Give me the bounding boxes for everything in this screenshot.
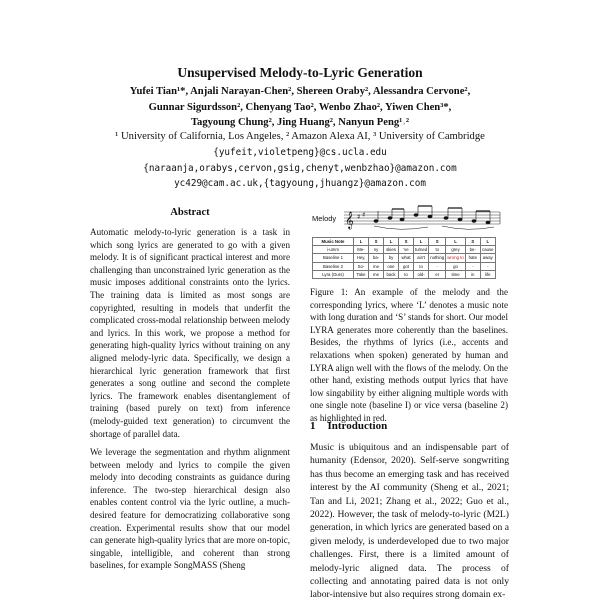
music-staff-drawing [310,202,506,236]
note [388,217,392,220]
table-cell: me [369,262,384,270]
abstract-paragraph: Automatic melody-to-lyric generation is a task in which song lyrics are generated to go with a given melody. It is of significant practical interest and more challenging than unconstrained lyric generation as the music imposes additional constraints onto the lyrics. The training data is limited as most songs are copyrighted, resulting in models that underfit the complicated cross-modal relationship between melody and lyrics. In this work, we propose a method for generating high-quality lyrics without training on any aligned melody-lyric data. Specifically, we design a hierarchical lyric generation framework that first generates a song outline and second the complete lyrics. The framework enables disentanglement of training (based purely on text) from inference (melody-guided text generation) to circumvent the shortage of parallel data. [90,227,290,439]
table-cell: skies [384,246,399,254]
note [444,217,448,220]
figure-1 [310,200,506,280]
table-cell: old- [414,270,429,278]
table-cell: to [399,270,414,278]
table-cell: Baseline 1 [313,254,354,262]
section-title: Introduction [327,420,388,432]
staff-lines [344,212,500,224]
table-cell: L [480,238,495,246]
melody-staff [310,202,506,236]
abstract-paragraph: We leverage the segmentation and rhythm alignment between melody and lyrics to compile the given melody into decoding constraints as guidance during inference. The two-step hierarchical design also enables content control via the lyric outline, a much-desired feature for democratizing collaborative song creation. Experimental results show that our model can generate high-quality lyrics that are more on-topic, singable, intelligible, and coherent than strong baselines, for example SongMASS (Sheng [90,447,290,571]
table-cell: one [384,262,399,270]
note [486,221,490,224]
table-cell: away [480,254,495,262]
table-cell: me [369,270,384,278]
table-cell: S [429,238,446,246]
table-cell: got [399,262,414,270]
table-cell: life [480,270,495,278]
table-cell: - [465,262,480,270]
email-list [40,145,560,192]
table-cell: - [480,262,495,270]
table-cell: nothing [430,255,445,261]
table-cell: grey [446,246,465,254]
table-cell: 've [399,246,414,254]
introduction-paragraph: Music is ubiquitous and an indispensable part of humanity (Edensor, 2020). Self-serve songwriting has thus become an emerging task and has received interest by the AI community (Sheng et al., 2021; Tan and Li, 2021; Zhang et al., 2022; Guo et al., 2022). However, the task of melody-to-lyric (M2L) generation, in which lyrics are generated based on a given melody, is underdeveloped due to two major challenges. First, there is a limited amount of melody-lyric aligned data. The process of collecting and annotating paired data is not only labor-intensive but also requires strong domain ex- [310,442,509,601]
table-cell: Me- [354,246,369,254]
figure-caption: Figure 1: An example of the melody and the corresponding lyrics, where ‘L’ denotes a music note with long duration and ‘S’ stands for short. Our model LYRA generates more coherently than the baselines. Besides, the rhythms of lyrics (i.e., accents and relaxations when spoken) generated by human and LYRA align well with the flows of the melody. On the other hand, existing methods output lyrics that have low singability by either aligning multiple words with one single note (baseline I) or vice versa (baseline 2) as highlighted in red. [310,287,508,423]
table-cell: L [384,238,399,246]
melody-label: Melody [312,214,337,223]
table-cell: in [465,270,480,278]
table-cell: S [399,238,414,246]
treble-clef-icon: 𝄞 [345,211,354,229]
table-cell: L [414,238,429,246]
table-cell: Baseline 2 [313,262,354,270]
table-cell: to [414,262,429,270]
note [374,220,378,223]
paper-title: Unsupervised Melody-to-Lyric Generation [177,65,423,80]
abstract-body [90,226,290,578]
author-line: Gunnar Sigurdsson², Chenyang Tao², Wenbo Zhao², Yiwen Chen³*, [148,101,452,113]
note [472,220,476,223]
table-cell: ba- [369,254,384,262]
table-cell: Lyra (Ours) [313,270,354,278]
table-cell: time [446,270,465,278]
table-cell: to [429,246,446,254]
table-header-row [313,238,496,246]
introduction-body [310,441,509,602]
table-cell: hate [465,254,480,262]
table-row [313,270,496,278]
table-row [313,254,496,262]
table-cell: S [465,238,480,246]
author-line: Tagyoung Chung², Jing Huang², Nanyun Peng¹˒² [190,117,410,128]
note [428,215,432,218]
author-list [60,84,540,131]
table-cell: ny [369,246,384,254]
sharp-icon: ♯ [362,211,366,219]
table-cell: Music Note [313,238,354,246]
section-number: 1 [310,420,316,432]
table-cell: cause [482,247,494,253]
table-cell: So- [354,262,369,270]
table-cell: i-umm [313,246,354,254]
author-line: Yufei Tian¹*, Anjali Narayan-Chen², Shereen Oraby², Alessandra Cervone², [129,86,471,97]
table-cell: Take [354,270,369,278]
table-cell: be- [465,246,480,254]
table-cell: go [446,262,465,270]
email-line: {yufeit,violetpeng}@cs.ucla.edu [213,147,387,158]
table-cell: Hey, [354,254,369,262]
table-cell: back [384,270,399,278]
table-cell: L [354,238,369,246]
table-cell: by [384,254,399,262]
table-row [313,246,496,254]
note [400,218,404,221]
table-row [313,262,496,270]
note [414,214,418,217]
abstract-heading: Abstract [170,207,210,218]
table-cell: turned [415,247,428,253]
table-cell: what [399,254,414,262]
table-cell: - [429,262,446,270]
note [458,218,462,221]
lyrics-table [312,237,496,279]
melody-notes [374,206,494,229]
table-cell: L [446,238,465,246]
table-cell: er [429,270,446,278]
table-cell: wrong to [447,255,464,261]
affiliations: ¹ University of California, Los Angeles, ² Amazon Alexa AI, ³ University of Cambridge [115,131,485,142]
section-heading [310,420,399,432]
sharp-icon: ♯ [357,213,361,221]
email-line: yc429@cam.ac.uk,{tagyoung,jhuangz}@amazon.com [174,178,426,189]
email-line: {naraanja,orabys,cervon,gsig,chenyt,wenbzhao}@amazon.com [143,162,457,174]
table-cell: ain't [414,254,429,262]
table-cell: S [369,238,384,246]
